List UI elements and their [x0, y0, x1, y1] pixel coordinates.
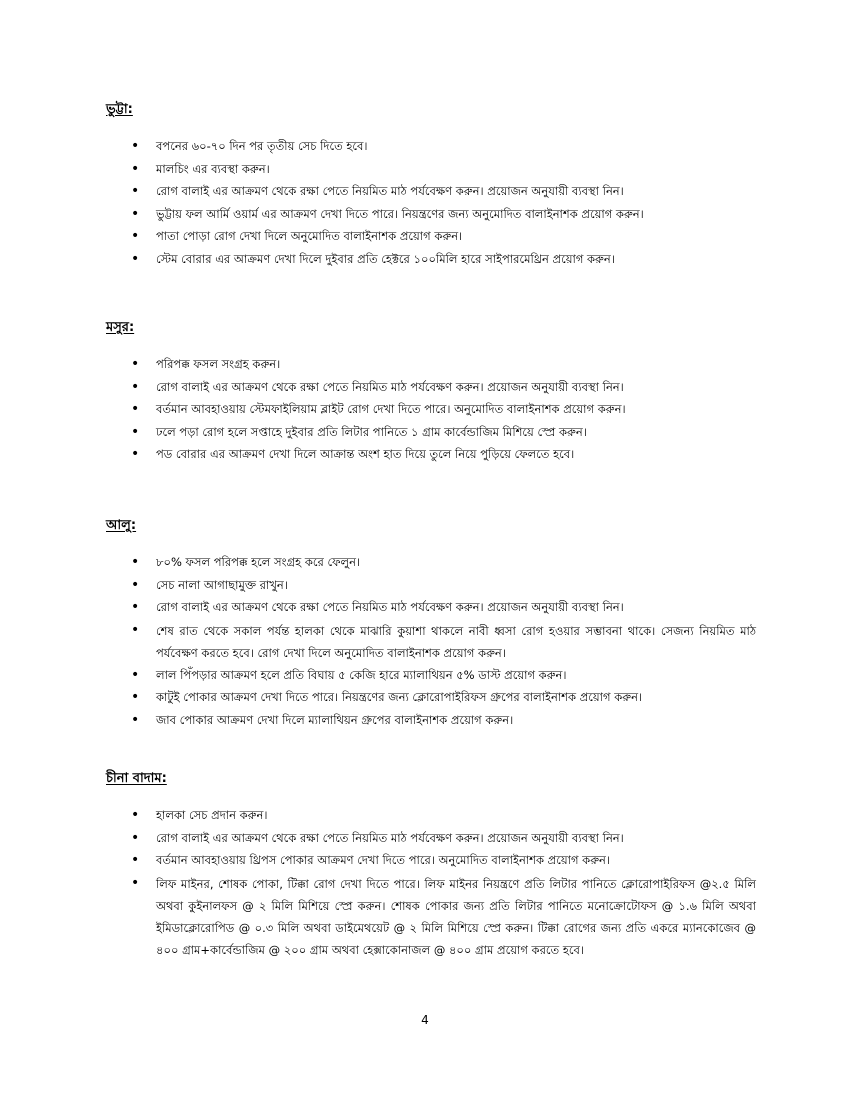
- section-title-lentil: মসুর:: [106, 320, 135, 335]
- list-item: • পাতা পোড়া রোগ দেখা দিলে অনুমোদিত বালাইনাশক প্রয়োগ করুন।: [106, 225, 756, 248]
- list-item: • স্টেম বোরার এর আক্রমণ দেখা দিলে দুইবার প্রতি হেক্টরে ১০০মিলি হারে সাইপারমেথ্রিন প্রয়োগ করুন।: [106, 248, 756, 271]
- section-title-potato: আলু:: [106, 518, 137, 533]
- list-item: • বর্তমান আবহাওয়ায় স্টেমফাইলিয়াম ব্লাইট রোগ দেখা দিতে পারে। অনুমোদিত বালাইনাশক প্রয়োগ করুন।: [106, 398, 756, 421]
- list-item: • রোগ বালাই এর আক্রমণ থেকে রক্ষা পেতে নিয়মিত মাঠ পর্যবেক্ষণ করুন। প্রয়োজন অনুযায়ী ব্যবস্থা নিন।: [106, 827, 756, 850]
- list-item: • কাটুই পোকার আক্রমণ দেখা দিতে পারে। নিয়ন্ত্রণের জন্য ক্লোরোপাইরিফস গ্রুপের বালাইনাশক প্রয়োগ করুন।: [106, 686, 756, 709]
- list-item: • পরিপক্ক ফসল সংগ্রহ করুন।: [106, 353, 756, 376]
- list-item: • লিফ মাইনর, শোষক পোকা, টিক্কা রোগ দেখা দিতে পারে। লিফ মাইনর নিয়ন্ত্রণে প্রতি লিটার পানিতে ক্লোরোপাইরিফস @২.৫ মিলি অথবা কুইনালফস @ ২ মিলি মিশিয়ে স্প্রে করুন। শোষক পোকার জন্য প্রতি লিটার পানিতে মনোক্রোটোফস @ ১.৬ মিলি অথবা ইমিডাক্লোরোপিড @ ০.৩ মিলি অথবা ডাইমেথয়েট @ ২ মিলি মিশিয়ে স্প্রে করুন। টিক্কা রোগের জন্য প্রতি একরে ম্যানকোজেব @ ৪০০ গ্রাম+কার্বেন্ডাজিম @ ২০০ গ্রাম অথবা হেক্সাকোনাজল @ ৪০০ গ্রাম প্রয়োগ করতে হবে।: [106, 872, 756, 961]
- section-title-peanut: চীনা বাদাম:: [106, 771, 167, 786]
- bullet-list-peanut: [106, 804, 756, 961]
- list-item: • ভুট্টায় ফল আর্মি ওয়ার্ম এর আক্রমণ দেখা দিতে পারে। নিয়ন্ত্রণের জন্য অনুমোদিত বালাইনাশক প্রয়োগ করুন।: [106, 203, 756, 226]
- section-lentil: [106, 318, 756, 466]
- list-item: • বপনের ৬০-৭০ দিন পর তৃতীয় সেচ দিতে হবে।: [106, 135, 756, 158]
- list-item: • পড বোরার এর আক্রমণ দেখা দিলে আক্রান্ত অংশ হাত দিয়ে তুলে নিয়ে পুড়িয়ে ফেলতে হবে।: [106, 443, 756, 466]
- bullet-list-potato: [106, 551, 756, 731]
- bullet-list-lentil: [106, 353, 756, 466]
- list-item: • সেচ নালা আগাছামুক্ত রাখুন।: [106, 574, 756, 597]
- section-peanut: [106, 769, 756, 961]
- list-item: • জাব পোকার আক্রমণ দেখা দিলে ম্যালাথিয়ন গ্রুপের বালাইনাশক প্রয়োগ করুন।: [106, 709, 756, 732]
- list-item: • ৮০% ফসল পরিপক্ক হলে সংগ্রহ করে ফেলুন।: [106, 551, 756, 574]
- section-potato: [106, 516, 756, 731]
- list-item: • রোগ বালাই এর আক্রমণ থেকে রক্ষা পেতে নিয়মিত মাঠ পর্যবেক্ষণ করুন। প্রয়োজন অনুযায়ী ব্যবস্থা নিন।: [106, 180, 756, 203]
- list-item: • মালচিং এর ব্যবস্থা করুন।: [106, 158, 756, 181]
- list-item: • হালকা সেচ প্রদান করুন।: [106, 804, 756, 827]
- list-item: • রোগ বালাই এর আক্রমণ থেকে রক্ষা পেতে নিয়মিত মাঠ পর্যবেক্ষণ করুন। প্রয়োজন অনুযায়ী ব্যবস্থা নিন।: [106, 376, 756, 399]
- section-title-maize: ভুট্টা:: [106, 102, 133, 117]
- list-item: • রোগ বালাই এর আক্রমণ থেকে রক্ষা পেতে নিয়মিত মাঠ পর্যবেক্ষণ করুন। প্রয়োজন অনুযায়ী ব্যবস্থা নিন।: [106, 596, 756, 619]
- list-item: • বর্তমান আবহাওয়ায় থ্রিপস পোকার আক্রমণ দেখা দিতে পারে। অনুমোদিত বালাইনাশক প্রয়োগ করুন।: [106, 849, 756, 872]
- section-maize: [106, 100, 756, 270]
- list-item: • লাল পিঁপড়ার আক্রমণ হলে প্রতি বিঘায় ৫ কেজি হারে ম্যালাথিয়ন ৫% ডাস্ট প্রয়োগ করুন।: [106, 664, 756, 687]
- list-item: • ঢলে পড়া রোগ হলে সপ্তাহে দুইবার প্রতি লিটার পানিতে ১ গ্রাম কার্বেন্ডাজিম মিশিয়ে স্প্রে করুন।: [106, 421, 756, 444]
- page-number: 4: [421, 1013, 429, 1027]
- list-item: • শেষ রাত থেকে সকাল পর্যন্ত হালকা থেকে মাঝারি কুয়াশা থাকলে নাবী ধ্বসা রোগ হওয়ার সম্ভাবনা থাকে। সেজন্য নিয়মিত মাঠ পর্যবেক্ষণ করতে হবে। রোগ দেখা দিলে অনুমোদিত বালাইনাশক প্রয়োগ করুন।: [106, 619, 756, 664]
- bullet-list-maize: [106, 135, 756, 270]
